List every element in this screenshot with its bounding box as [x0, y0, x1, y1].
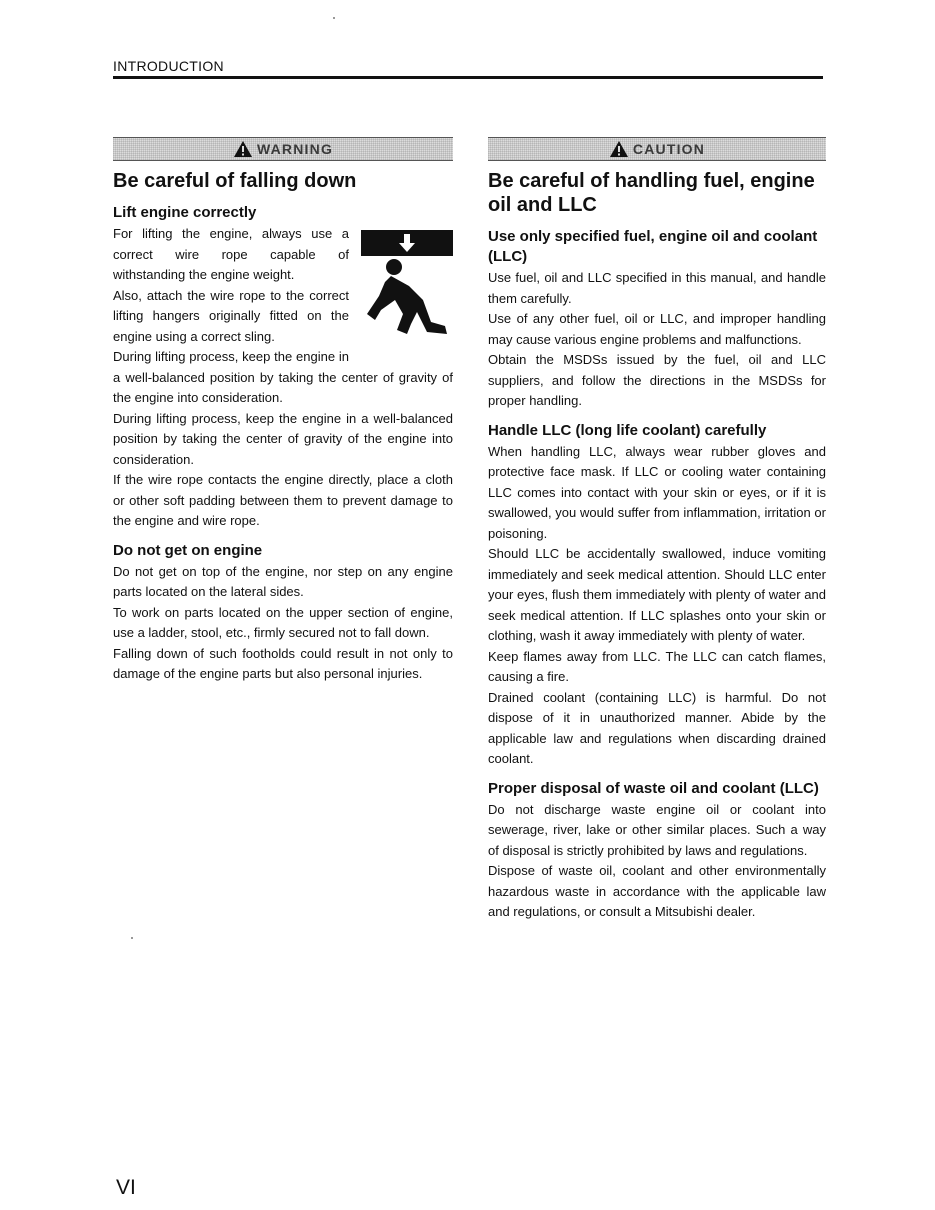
paragraph: Also, attach the wire rope to the correct lifting hangers originally fitted on the engine using a correct sling.: [113, 287, 349, 344]
paragraph: Do not get on top of the engine, nor step on any engine parts located on the lateral sides.: [113, 563, 453, 599]
caution-title: Be careful of handling fuel, engine oil and LLC: [488, 170, 815, 216]
caution-column: [488, 137, 826, 923]
section-heading: Do not get on engine: [113, 541, 263, 559]
paragraph: Use fuel, oil and LLC specified in this manual, and handle them carefully.: [488, 270, 826, 306]
scan-speck: [131, 937, 133, 939]
section-header: INTRODUCTION: [113, 58, 224, 74]
section-heading: Proper disposal of waste oil and coolant (LLC): [488, 779, 819, 797]
falling-person-icon: [361, 230, 453, 346]
paragraph: For lifting the engine, always use a correct wire rope capable of withstanding the engine weight.: [113, 226, 349, 282]
section-heading: Handle LLC (long life coolant) carefully: [488, 421, 767, 439]
paragraph: During lifting process, keep the engine in a well-balanced position by taking the center of gravity of the engine into consideration.: [113, 349, 453, 405]
paragraph: When handling LLC, always wear rubber gloves and protective face mask. If LLC or cooling water containing LLC comes into contact with your skin or eyes, or if it is swallowed, you would suffer from inflammation, irritation or poisoning.: [488, 443, 826, 541]
paragraph: Use of any other fuel, oil or LLC, and improper handling may cause various engine problems and malfunctions.: [488, 311, 826, 347]
scan-speck: [333, 17, 335, 19]
paragraph: Keep flames away from LLC. The LLC can catch flames, causing a fire.: [488, 648, 826, 684]
section-heading: Lift engine correctly: [113, 204, 257, 221]
warning-column: [113, 137, 453, 685]
warning-triangle-icon: [609, 140, 629, 158]
paragraph: Do not discharge waste engine oil or coolant into sewerage, river, lake or other similar places. Such a way of disposal is strictly prohibited by laws and regulations.: [488, 801, 826, 858]
caution-banner: [488, 137, 826, 161]
paragraph: Drained coolant (containing LLC) is harmful. Do not dispose of it in unauthorized manner. Abide by the applicable law and regulations when discarding drained coolant.: [488, 689, 826, 766]
warning-banner: [113, 137, 453, 161]
paragraph: During lifting process, keep the engine in a well-balanced position by taking the center of gravity of the engine into consideration.: [113, 410, 453, 467]
page-number: VI: [116, 1176, 136, 1199]
paragraph: Falling down of such footholds could result in not only to damage of the engine parts but also personal injuries.: [113, 645, 453, 681]
warning-triangle-icon: [233, 140, 253, 158]
caution-banner-label: CAUTION: [632, 141, 706, 157]
paragraph: If the wire rope contacts the engine directly, place a cloth or other soft padding between them to prevent damage to the engine and wire rope.: [113, 472, 453, 528]
warning-banner-label: WARNING: [256, 141, 334, 157]
section-heading: Use only specified fuel, engine oil and coolant (LLC): [488, 228, 818, 265]
paragraph: To work on parts located on the upper section of engine, use a ladder, stool, etc., firmly secured not to fall down.: [113, 604, 453, 640]
warning-title: Be careful of falling down: [113, 170, 357, 192]
paragraph: Obtain the MSDSs issued by the fuel, oil and LLC suppliers, and follow the directions in the MSDSs for proper handling.: [488, 352, 826, 408]
paragraph: Should LLC be accidentally swallowed, induce vomiting immediately and seek medical attention. Should LLC enter your eyes, flush them immediately with plenty of water and seek medical attention. If LLC splashes onto your skin or clothing, wash it away immediately with plenty of water.: [488, 546, 826, 643]
header-rule: [113, 76, 823, 79]
paragraph: Dispose of waste oil, coolant and other environmentally hazardous waste in accordance with the applicable law and regulations, or consult a Mitsubishi dealer.: [488, 863, 826, 919]
